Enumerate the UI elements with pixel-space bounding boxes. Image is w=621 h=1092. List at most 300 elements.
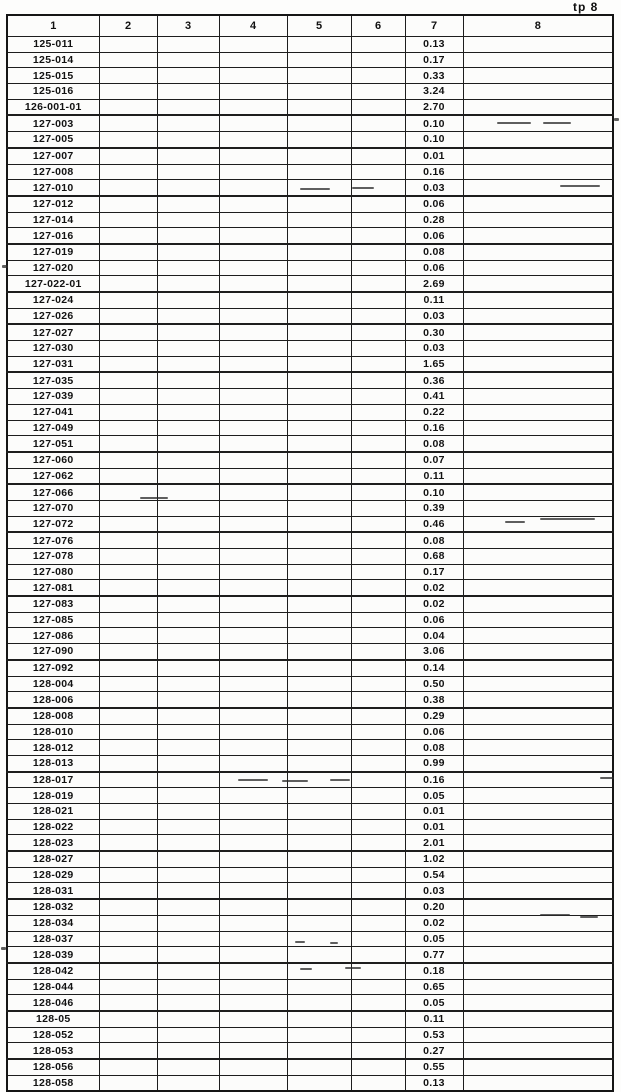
empty-cell: [157, 1011, 219, 1027]
empty-cell: [463, 549, 613, 565]
empty-cell: [219, 676, 287, 692]
table-row: [7, 308, 613, 324]
empty-cell: [219, 883, 287, 899]
row-value-cell: 3.06: [405, 644, 463, 660]
empty-cell: [463, 772, 613, 788]
empty-cell: [99, 596, 157, 612]
empty-cell: [287, 788, 351, 804]
empty-cell: [287, 692, 351, 708]
empty-cell: [287, 883, 351, 899]
row-id-cell: 128-039: [7, 947, 99, 963]
empty-cell: [287, 867, 351, 883]
empty-cell: [157, 819, 219, 835]
table-row: [7, 931, 613, 947]
table-row: [7, 372, 613, 388]
empty-cell: [287, 660, 351, 676]
table-row: [7, 436, 613, 452]
empty-cell: [351, 99, 405, 115]
empty-cell: [351, 931, 405, 947]
empty-cell: [157, 931, 219, 947]
row-value-cell: 0.06: [405, 612, 463, 628]
empty-cell: [157, 963, 219, 979]
scan-artifact: [580, 916, 598, 918]
row-id-cell: 127-010: [7, 180, 99, 196]
empty-cell: [351, 995, 405, 1011]
row-value-cell: 0.65: [405, 979, 463, 995]
column-header: 6: [351, 15, 405, 37]
column-header: 8: [463, 15, 613, 37]
row-id-cell: 127-024: [7, 292, 99, 308]
empty-cell: [157, 212, 219, 228]
row-id-cell: 127-019: [7, 244, 99, 260]
row-value-cell: 0.41: [405, 389, 463, 405]
empty-cell: [219, 628, 287, 644]
row-value-cell: 2.01: [405, 835, 463, 851]
empty-cell: [463, 676, 613, 692]
empty-cell: [351, 1027, 405, 1043]
row-id-cell: 127-035: [7, 372, 99, 388]
row-value-cell: 0.03: [405, 883, 463, 899]
empty-cell: [463, 132, 613, 148]
empty-cell: [463, 644, 613, 660]
table-row: [7, 389, 613, 405]
table-row: [7, 99, 613, 115]
empty-cell: [287, 84, 351, 100]
empty-cell: [463, 979, 613, 995]
empty-cell: [219, 915, 287, 931]
empty-cell: [99, 564, 157, 580]
empty-cell: [463, 260, 613, 276]
empty-cell: [463, 52, 613, 68]
empty-cell: [157, 389, 219, 405]
empty-cell: [157, 628, 219, 644]
row-id-cell: 127-072: [7, 516, 99, 532]
table-row: [7, 867, 613, 883]
empty-cell: [219, 260, 287, 276]
empty-cell: [99, 804, 157, 820]
row-value-cell: 0.38: [405, 692, 463, 708]
empty-cell: [99, 644, 157, 660]
row-id-cell: 127-039: [7, 389, 99, 405]
empty-cell: [219, 420, 287, 436]
empty-cell: [463, 596, 613, 612]
empty-cell: [351, 244, 405, 260]
row-value-cell: 0.16: [405, 164, 463, 180]
row-id-cell: 127-085: [7, 612, 99, 628]
empty-cell: [157, 341, 219, 357]
empty-cell: [287, 1043, 351, 1059]
empty-cell: [99, 1043, 157, 1059]
row-id-cell: 127-060: [7, 452, 99, 468]
table-row: [7, 772, 613, 788]
empty-cell: [219, 68, 287, 84]
row-value-cell: 0.77: [405, 947, 463, 963]
empty-cell: [99, 788, 157, 804]
row-value-cell: 0.06: [405, 196, 463, 212]
row-id-cell: 128-004: [7, 676, 99, 692]
scan-artifact: [330, 942, 338, 944]
empty-cell: [99, 947, 157, 963]
empty-cell: [219, 468, 287, 484]
table-row: [7, 244, 613, 260]
table-row: [7, 596, 613, 612]
empty-cell: [463, 99, 613, 115]
row-id-cell: 127-027: [7, 324, 99, 340]
column-header: 2: [99, 15, 157, 37]
row-value-cell: 0.06: [405, 724, 463, 740]
row-value-cell: 0.53: [405, 1027, 463, 1043]
empty-cell: [99, 708, 157, 724]
empty-cell: [99, 963, 157, 979]
empty-cell: [463, 851, 613, 867]
empty-cell: [219, 644, 287, 660]
empty-cell: [463, 68, 613, 84]
empty-cell: [219, 212, 287, 228]
empty-cell: [463, 963, 613, 979]
empty-cell: [219, 324, 287, 340]
table-row: [7, 1059, 613, 1075]
table-row: [7, 995, 613, 1011]
empty-cell: [351, 1043, 405, 1059]
row-id-cell: 127-062: [7, 468, 99, 484]
row-id-cell: 128-031: [7, 883, 99, 899]
row-value-cell: 0.55: [405, 1059, 463, 1075]
empty-cell: [463, 37, 613, 53]
row-value-cell: 0.02: [405, 915, 463, 931]
table-row: [7, 516, 613, 532]
empty-cell: [99, 500, 157, 516]
empty-cell: [99, 308, 157, 324]
row-id-cell: 127-086: [7, 628, 99, 644]
empty-cell: [287, 979, 351, 995]
empty-cell: [287, 99, 351, 115]
empty-cell: [463, 819, 613, 835]
empty-cell: [219, 612, 287, 628]
row-id-cell: 128-05: [7, 1011, 99, 1027]
row-value-cell: 0.07: [405, 452, 463, 468]
empty-cell: [351, 596, 405, 612]
table-row: [7, 1011, 613, 1027]
scan-artifact: [330, 779, 350, 781]
empty-cell: [287, 404, 351, 420]
column-header: 7: [405, 15, 463, 37]
empty-cell: [157, 324, 219, 340]
table-row: [7, 851, 613, 867]
row-id-cell: 127-022-01: [7, 276, 99, 292]
empty-cell: [463, 484, 613, 500]
empty-cell: [351, 851, 405, 867]
empty-cell: [351, 212, 405, 228]
empty-cell: [351, 532, 405, 548]
row-value-cell: 0.54: [405, 867, 463, 883]
empty-cell: [219, 708, 287, 724]
empty-cell: [287, 292, 351, 308]
empty-cell: [463, 740, 613, 756]
empty-cell: [351, 628, 405, 644]
empty-cell: [463, 883, 613, 899]
empty-cell: [351, 452, 405, 468]
empty-cell: [157, 164, 219, 180]
row-value-cell: 0.08: [405, 740, 463, 756]
empty-cell: [219, 580, 287, 596]
empty-cell: [351, 164, 405, 180]
empty-cell: [287, 755, 351, 771]
empty-cell: [351, 356, 405, 372]
row-value-cell: 0.08: [405, 532, 463, 548]
empty-cell: [463, 1043, 613, 1059]
empty-cell: [463, 196, 613, 212]
empty-cell: [351, 468, 405, 484]
column-header: 5: [287, 15, 351, 37]
empty-cell: [219, 196, 287, 212]
empty-cell: [287, 436, 351, 452]
empty-cell: [287, 564, 351, 580]
empty-cell: [463, 708, 613, 724]
table-row: [7, 148, 613, 164]
empty-cell: [351, 963, 405, 979]
empty-cell: [99, 244, 157, 260]
empty-cell: [463, 228, 613, 244]
empty-cell: [463, 724, 613, 740]
empty-cell: [463, 244, 613, 260]
table-row: [7, 196, 613, 212]
empty-cell: [99, 580, 157, 596]
scan-artifact: [600, 777, 614, 779]
empty-cell: [99, 52, 157, 68]
row-id-cell: 127-080: [7, 564, 99, 580]
empty-cell: [351, 724, 405, 740]
row-value-cell: 0.17: [405, 52, 463, 68]
empty-cell: [219, 1011, 287, 1027]
empty-cell: [157, 995, 219, 1011]
empty-cell: [99, 436, 157, 452]
row-value-cell: 0.30: [405, 324, 463, 340]
empty-cell: [287, 740, 351, 756]
empty-cell: [287, 452, 351, 468]
empty-cell: [463, 308, 613, 324]
empty-cell: [287, 148, 351, 164]
table-row: [7, 484, 613, 500]
row-id-cell: 127-078: [7, 549, 99, 565]
empty-cell: [157, 1075, 219, 1091]
table-row: [7, 276, 613, 292]
scan-artifact: [560, 185, 600, 187]
empty-cell: [99, 516, 157, 532]
empty-cell: [287, 532, 351, 548]
empty-cell: [463, 755, 613, 771]
empty-cell: [219, 835, 287, 851]
row-value-cell: 0.11: [405, 468, 463, 484]
table-row: [7, 804, 613, 820]
empty-cell: [99, 931, 157, 947]
row-id-cell: 127-031: [7, 356, 99, 372]
row-id-cell: 127-007: [7, 148, 99, 164]
header-row: [7, 15, 613, 37]
empty-cell: [219, 740, 287, 756]
empty-cell: [99, 276, 157, 292]
table-row: [7, 899, 613, 915]
empty-cell: [287, 389, 351, 405]
row-value-cell: 1.02: [405, 851, 463, 867]
empty-cell: [463, 692, 613, 708]
row-value-cell: 0.01: [405, 819, 463, 835]
table-row: [7, 819, 613, 835]
empty-cell: [99, 212, 157, 228]
scan-artifact: [295, 941, 305, 943]
empty-cell: [219, 452, 287, 468]
scan-artifact: [352, 187, 374, 189]
empty-cell: [287, 995, 351, 1011]
empty-cell: [351, 228, 405, 244]
empty-cell: [287, 356, 351, 372]
row-id-cell: 125-015: [7, 68, 99, 84]
table-row: [7, 708, 613, 724]
table-row: [7, 915, 613, 931]
empty-cell: [157, 132, 219, 148]
empty-cell: [99, 452, 157, 468]
empty-cell: [157, 228, 219, 244]
empty-cell: [99, 819, 157, 835]
empty-cell: [287, 37, 351, 53]
row-value-cell: 0.20: [405, 899, 463, 915]
row-value-cell: 0.14: [405, 660, 463, 676]
empty-cell: [99, 724, 157, 740]
empty-cell: [463, 468, 613, 484]
empty-cell: [99, 99, 157, 115]
empty-cell: [157, 308, 219, 324]
row-value-cell: 0.11: [405, 1011, 463, 1027]
table-row: [7, 292, 613, 308]
empty-cell: [351, 549, 405, 565]
row-value-cell: 0.05: [405, 931, 463, 947]
empty-cell: [99, 1027, 157, 1043]
empty-cell: [463, 1059, 613, 1075]
row-value-cell: 0.06: [405, 228, 463, 244]
row-value-cell: 1.65: [405, 356, 463, 372]
empty-cell: [351, 899, 405, 915]
empty-cell: [99, 132, 157, 148]
empty-cell: [219, 180, 287, 196]
empty-cell: [157, 772, 219, 788]
empty-cell: [219, 37, 287, 53]
scan-artifact: [614, 118, 619, 121]
empty-cell: [351, 772, 405, 788]
empty-cell: [287, 549, 351, 565]
empty-cell: [463, 372, 613, 388]
empty-cell: [219, 947, 287, 963]
row-id-cell: 127-016: [7, 228, 99, 244]
empty-cell: [287, 644, 351, 660]
empty-cell: [219, 549, 287, 565]
table-row: [7, 84, 613, 100]
empty-cell: [351, 564, 405, 580]
row-id-cell: 127-076: [7, 532, 99, 548]
empty-cell: [99, 1059, 157, 1075]
table-row: [7, 676, 613, 692]
row-value-cell: 0.02: [405, 596, 463, 612]
empty-cell: [463, 180, 613, 196]
table-row: [7, 644, 613, 660]
row-value-cell: 2.69: [405, 276, 463, 292]
row-value-cell: 0.29: [405, 708, 463, 724]
table-row: [7, 1043, 613, 1059]
empty-cell: [99, 180, 157, 196]
row-value-cell: 0.05: [405, 995, 463, 1011]
row-value-cell: 0.27: [405, 1043, 463, 1059]
empty-cell: [351, 196, 405, 212]
empty-cell: [463, 1075, 613, 1091]
row-id-cell: 126-001-01: [7, 99, 99, 115]
table-row: [7, 963, 613, 979]
empty-cell: [99, 389, 157, 405]
empty-cell: [351, 52, 405, 68]
empty-cell: [287, 931, 351, 947]
table-row: [7, 628, 613, 644]
empty-cell: [219, 372, 287, 388]
row-id-cell: 125-011: [7, 37, 99, 53]
row-id-cell: 128-021: [7, 804, 99, 820]
row-id-cell: 128-008: [7, 708, 99, 724]
empty-cell: [219, 963, 287, 979]
empty-cell: [157, 755, 219, 771]
table-row: [7, 341, 613, 357]
column-header: 1: [7, 15, 99, 37]
empty-cell: [157, 740, 219, 756]
column-header: 3: [157, 15, 219, 37]
empty-cell: [99, 851, 157, 867]
empty-cell: [157, 724, 219, 740]
empty-cell: [99, 341, 157, 357]
row-id-cell: 127-049: [7, 420, 99, 436]
table-row: [7, 788, 613, 804]
table-row: [7, 68, 613, 84]
empty-cell: [157, 883, 219, 899]
table-row: [7, 132, 613, 148]
empty-cell: [99, 228, 157, 244]
empty-cell: [99, 84, 157, 100]
table-row: [7, 404, 613, 420]
empty-cell: [99, 115, 157, 131]
empty-cell: [287, 1027, 351, 1043]
empty-cell: [463, 84, 613, 100]
table-row: [7, 1027, 613, 1043]
empty-cell: [157, 292, 219, 308]
empty-cell: [157, 99, 219, 115]
row-id-cell: 127-083: [7, 596, 99, 612]
empty-cell: [351, 308, 405, 324]
empty-cell: [99, 372, 157, 388]
empty-cell: [157, 115, 219, 131]
empty-cell: [463, 660, 613, 676]
row-id-cell: 128-053: [7, 1043, 99, 1059]
page-number-label: tp 8: [573, 0, 599, 14]
empty-cell: [463, 212, 613, 228]
empty-cell: [157, 452, 219, 468]
empty-cell: [351, 979, 405, 995]
table-row: [7, 564, 613, 580]
table-row: [7, 660, 613, 676]
empty-cell: [287, 804, 351, 820]
empty-cell: [463, 276, 613, 292]
empty-cell: [287, 947, 351, 963]
empty-cell: [219, 404, 287, 420]
empty-cell: [219, 788, 287, 804]
row-value-cell: 0.68: [405, 549, 463, 565]
empty-cell: [351, 372, 405, 388]
row-value-cell: 0.18: [405, 963, 463, 979]
empty-cell: [463, 1027, 613, 1043]
table-row: [7, 420, 613, 436]
